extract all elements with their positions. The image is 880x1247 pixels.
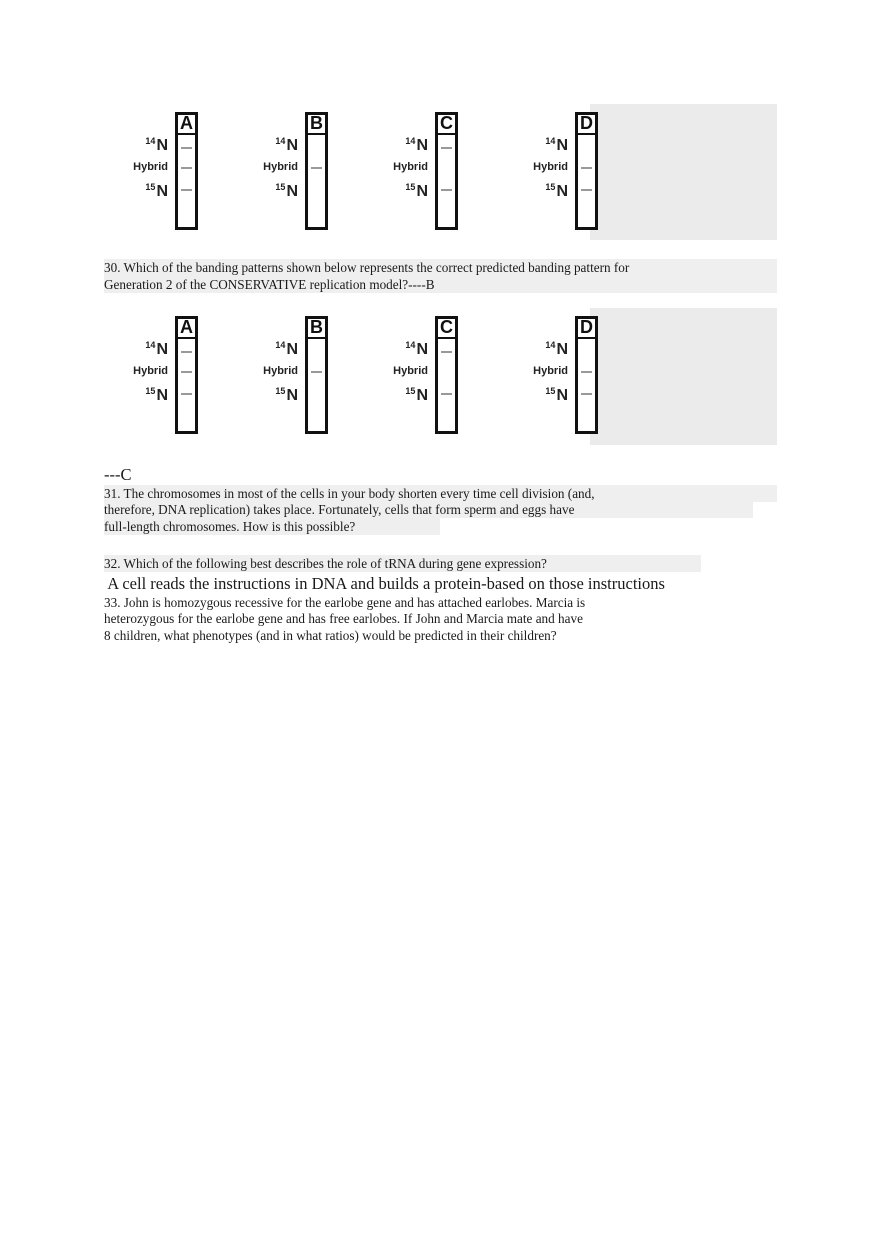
band-15n bbox=[181, 393, 192, 395]
n14-label: $^{14}$N bbox=[545, 340, 568, 358]
answer-c: ---C bbox=[104, 465, 132, 484]
n14-label: $^{14}$N bbox=[275, 136, 298, 154]
column-letter: D bbox=[575, 316, 598, 339]
n15-label: $^{15}$N bbox=[145, 386, 168, 404]
column-b bbox=[234, 104, 354, 234]
band-hybrid bbox=[181, 167, 192, 169]
banding-figure-1 bbox=[104, 104, 777, 240]
band-hybrid bbox=[581, 371, 592, 373]
hybrid-label: Hybrid bbox=[133, 161, 168, 173]
column-d bbox=[504, 104, 624, 234]
n14-label: $^{14}$N bbox=[545, 136, 568, 154]
column-a bbox=[104, 104, 224, 234]
n14-label: $^{14}$N bbox=[405, 340, 428, 358]
band-hybrid bbox=[581, 167, 592, 169]
hybrid-label: Hybrid bbox=[533, 161, 568, 173]
question-33-line-2: heterozygous for the earlobe gene and has free earlobes. If John and Marcia mate and have bbox=[104, 611, 583, 626]
n15-label: $^{15}$N bbox=[545, 386, 568, 404]
answer-32: A cell reads the instructions in DNA and builds a protein-based on those instructions bbox=[104, 574, 665, 593]
n15-label: $^{15}$N bbox=[275, 386, 298, 404]
column-letter: C bbox=[435, 112, 458, 135]
band-hybrid bbox=[311, 371, 322, 373]
question-30-line-2: Generation 2 of the CONSERVATIVE replication model?----B bbox=[104, 276, 777, 293]
column-c bbox=[364, 308, 484, 438]
column-a bbox=[104, 308, 224, 438]
hybrid-label: Hybrid bbox=[393, 365, 428, 377]
band-15n bbox=[441, 189, 452, 191]
column-letter: C bbox=[435, 316, 458, 339]
band-15n bbox=[441, 393, 452, 395]
hybrid-label: Hybrid bbox=[263, 365, 298, 377]
n15-label: $^{15}$N bbox=[145, 182, 168, 200]
question-33-line-1: 33. John is homozygous recessive for the earlobe gene and has attached earlobes. Marcia is bbox=[104, 595, 586, 610]
column-b bbox=[234, 308, 354, 438]
question-31-line-3: full-length chromosomes. How is this possible? bbox=[104, 518, 440, 535]
hybrid-label: Hybrid bbox=[393, 161, 428, 173]
band-hybrid bbox=[181, 371, 192, 373]
column-letter: D bbox=[575, 112, 598, 135]
n14-label: $^{14}$N bbox=[145, 136, 168, 154]
band-14n bbox=[181, 351, 192, 353]
band-14n bbox=[441, 147, 452, 149]
band-14n bbox=[181, 147, 192, 149]
column-letter: B bbox=[305, 316, 328, 339]
column-d bbox=[504, 308, 624, 438]
question-33-line-3: 8 children, what phenotypes (and in what ratios) would be predicted in their children? bbox=[104, 628, 557, 643]
hybrid-label: Hybrid bbox=[133, 365, 168, 377]
question-31-line-2: therefore, DNA replication) takes place. Fortunately, cells that form sperm and eggs have bbox=[104, 501, 753, 518]
band-15n bbox=[581, 189, 592, 191]
column-c bbox=[364, 104, 484, 234]
question-30-line-1: 30. Which of the banding patterns shown below represents the correct predicted banding pattern for bbox=[104, 259, 777, 276]
column-letter: B bbox=[305, 112, 328, 135]
question-31-line-1: 31. The chromosomes in most of the cells in your body shorten every time cell division (and, bbox=[104, 485, 777, 502]
n14-label: $^{14}$N bbox=[275, 340, 298, 358]
n15-label: $^{15}$N bbox=[405, 386, 428, 404]
hybrid-label: Hybrid bbox=[263, 161, 298, 173]
n15-label: $^{15}$N bbox=[275, 182, 298, 200]
column-letter: A bbox=[175, 316, 198, 339]
band-15n bbox=[181, 189, 192, 191]
n15-label: $^{15}$N bbox=[405, 182, 428, 200]
band-14n bbox=[441, 351, 452, 353]
hybrid-label: Hybrid bbox=[533, 365, 568, 377]
question-32: 32. Which of the following best describes the role of tRNA during gene expression? bbox=[104, 555, 701, 572]
n14-label: $^{14}$N bbox=[145, 340, 168, 358]
n14-label: $^{14}$N bbox=[405, 136, 428, 154]
column-letter: A bbox=[175, 112, 198, 135]
band-15n bbox=[581, 393, 592, 395]
n15-label: $^{15}$N bbox=[545, 182, 568, 200]
banding-figure-2 bbox=[104, 308, 777, 445]
band-hybrid bbox=[311, 167, 322, 169]
